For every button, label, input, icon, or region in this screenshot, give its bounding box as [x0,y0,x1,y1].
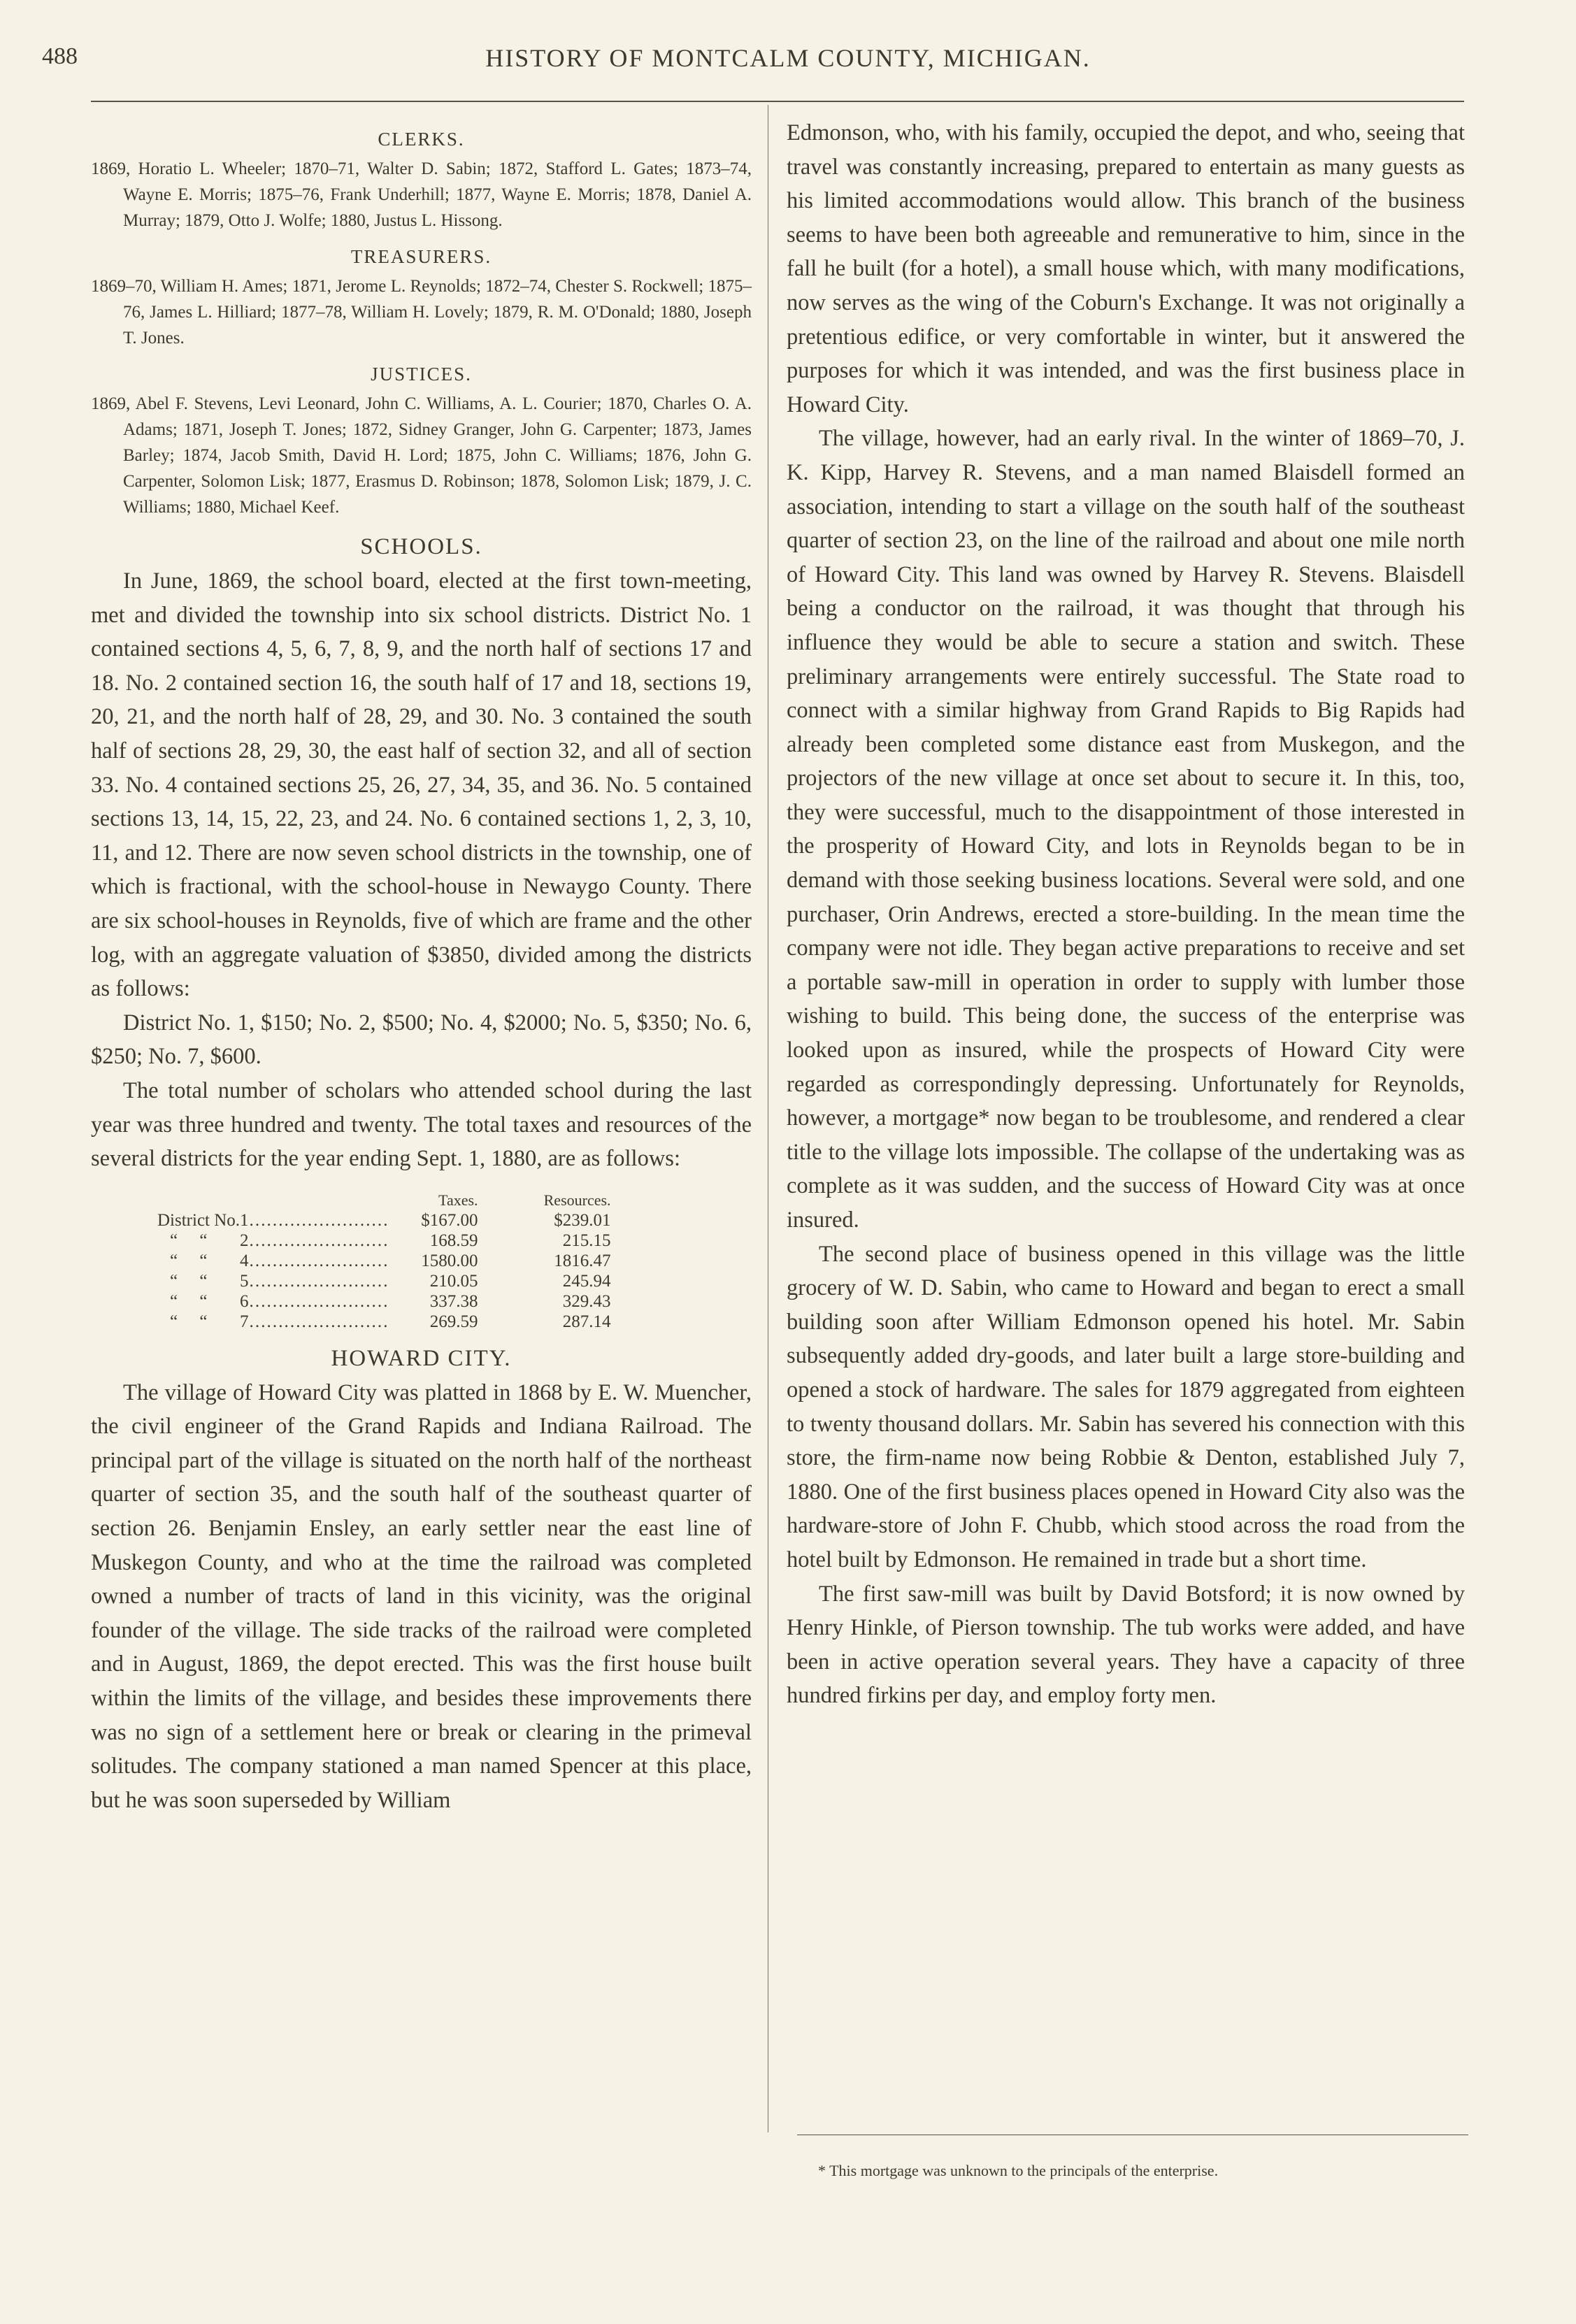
table-row [157,1231,611,1251]
running-title: HISTORY OF MONTCALM COUNTY, MICHIGAN. [485,44,1091,72]
district-number: 6 [240,1291,249,1311]
district-label: “ “ [170,1312,208,1331]
district-number: 1 [240,1210,249,1230]
column-header-resources: Resources. [543,1191,611,1209]
taxes-value: $167.00 [421,1210,478,1230]
schools-paragraph-3: The total number of scholars who attended school during the last year was three hundred and twenty. The total taxes and resources of the several districts for the year ending Sept. 1, 1880, are as follows: [91,1077,752,1172]
treasurers-list: 1869–70, William H. Ames; 1871, Jerome L. Reynolds; 1872–74, Chester S. Rockwell; 1875–76, James L. Hilliard; 1877–78, William H. Lovely; 1879, R. M. O'Donald; 1880, Joseph T. Jones. [91,277,752,347]
leader-dots: …………………… [248,1210,389,1230]
resources-value: 1816.47 [554,1251,611,1270]
district-number: 4 [240,1251,249,1270]
resources-value: 245.94 [562,1271,611,1291]
district-number: 2 [240,1231,249,1250]
taxes-value: 210.05 [429,1271,478,1291]
justices-list: 1869, Abel F. Stevens, Levi Leonard, John C. Williams, A. L. Courier; 1870, Charles O. A. Adams; 1871, Joseph T. Jones; 1872, Sidney Granger, John G. Carpenter; 1873, James Barley; 1874, Jacob Smith, David H. Lord; 1875, John C. Williams; 1876, John G. Carpenter, Solomon Lisk; 1877, Erasmus D. Robinson; 1878, Solomon Lisk; 1879, J. C. Williams; 1880, Michael Keef. [91,394,752,517]
table-row [157,1251,611,1271]
schools-paragraph-2: District No. 1, $150; No. 2, $500; No. 4, $2000; No. 5, $350; No. 6, $250; No. 7, $600. [91,1010,752,1070]
schools-paragraph-1: In June, 1869, the school board, elected at the first town-meeting, met and divided the township into six school districts. District No. 1 contained sections 4, 5, 6, 7, 8, 9, and the north half of sections 17 and 18. No. 2 contained section 16, the south half of 17 and 18, sections 19, 20, 21, and the north half of 28, 29, and 30. No. 3 contained the south half of sections 28, 29, 30, the east half of section 32, and all of section 33. No. 4 contained sections 25, 26, 27, 34, 35, and 36. No. 5 contained sections 13, 14, 15, 22, 23, and 24. No. 6 contained sections 1, 2, 3, 10, 11, and 12. There are now seven school districts in the township, one of which is fractional, with the school-house in Newaygo County. There are six school-houses in Reynolds, five of which are frame and the other log, with an aggregate valuation of $3850, divided among the districts as follows: [91,568,752,1002]
right-paragraph-2: The village, however, had an early rival. In the winter of 1869–70, J. K. Kipp, Harvey R. Stevens, and a man named Blaisdell formed an association, intending to start a village on the south half of the southeast quarter of section 23, on the line of the railroad and about one mile north of Howard City. This land was owned by Harvey R. Stevens. Blaisdell being a conductor on the railroad, it was thought that through his influence they would be able to secure a station and switch. These preliminary arrangements were entirely successful. The State road to connect with a similar highway from Grand Rapids to Big Rapids had already been completed some distance east from Muskegon, and the projectors of the new village at once set about to secure it. In this, too, they were successful, much to the disappointment of those interested in the prosperity of Howard City, and lots in Reynolds began to be in demand with those seeking business locations. Several were sold, and one purchaser, Orin Andrews, erected a store-building. In the mean time the company were not idle. They began active preparations to receive and set a portable saw-mill in operation in order to supply with lumber those wishing to build. This being done, the success of the enterprise was looked upon as insured, while the prospects of Howard City were regarded as correspondingly depressing. Unfortunately for Reynolds, however, a mortgage* now began to be troublesome, and rendered a clear title to the village lots impossible. The collapse of the undertaking was as complete as it was sudden, and the success of Howard City was at once insured. [787,426,1465,1233]
left-column [91,119,752,1817]
taxes-value: 269.59 [429,1312,478,1331]
taxes-value: 337.38 [429,1291,478,1311]
leader-dots: …………………… [248,1251,389,1270]
right-paragraph-4: The first saw-mill was built by David Botsford; it is now owned by Henry Hinkle, of Pierson township. The tub works were added, and have been in active operation several years. They have a capacity of three hundred firkins per day, and employ forty men. [787,1581,1465,1709]
howard-city-paragraph-1: The village of Howard City was platted in 1868 by E. W. Muencher, the civil engineer of the Grand Rapids and Indiana Railroad. The principal part of the village is situated on the north half of the northeast quarter of section 35, and the south half of the southeast quarter of section 26. Benjamin Ensley, an early settler near the east line of Muskegon County, and who at the time the railroad was completed owned a number of tracts of land in this vicinity, was the original founder of the village. The side tracks of the railroad were completed and in August, 1869, the depot erected. This was the first house built within the limits of the village, and besides these improvements there was no sign of a settlement here or break or clearing in the primeval solitudes. The company stationed a man named Spencer at this place, but he was soon superseded by William [91,1379,752,1813]
right-paragraph-1: Edmonson, who, with his family, occupied the depot, and who, seeing that travel was constantly increasing, prepared to entertain as many guests as his limited accommodations would allow. This branch of the business seems to have been both agreeable and remunerative to him, since in the fall he built (for a hotel), a small house which, with many modifications, now serves as the wing of the Coburn's Exchange. It was not originally a pretentious edifice, or very comfortable in winter, but it answered the purposes for which it was intended, and was the first business place in Howard City. [787,120,1465,417]
treasurers-heading: TREASURERS. [350,246,492,267]
table-row [157,1271,611,1291]
taxes-value: 1580.00 [421,1251,478,1270]
district-label: “ “ [170,1291,208,1311]
page-number: 488 [42,43,78,69]
district-label: “ “ [170,1251,208,1270]
clerks-heading: CLERKS. [378,129,465,150]
table-row [157,1291,611,1312]
leader-dots: …………………… [248,1291,389,1311]
page-header [42,43,1534,78]
district-taxes-table [157,1190,611,1332]
district-label: “ “ [170,1231,208,1250]
schools-heading: SCHOOLS. [360,534,482,559]
district-number: 5 [240,1271,249,1291]
right-paragraph-3: The second place of business opened in this village was the little grocery of W. D. Sabin, who came to Howard and began to erect a small building soon after William Edmonson opened his hotel. Mr. Sabin subsequently added dry-goods, and later built a large store-building and opened a stock of hardware. The sales for 1879 aggregated from eighteen to twenty thousand dollars. Mr. Sabin has severed his connection with this store, the firm-name now being Robbie & Denton, established July 7, 1880. One of the first business places opened in Howard City also was the hardware-store of John F. Chubb, which stood across the road from the hotel built by Edmonson. He remained in trade but a short time. [787,1241,1465,1572]
district-label: “ “ [170,1271,208,1291]
resources-value: 215.15 [562,1231,611,1250]
leader-dots: …………………… [248,1312,389,1331]
taxes-value: 168.59 [429,1231,478,1250]
howard-city-heading: HOWARD CITY. [331,1345,512,1371]
leader-dots: …………………… [248,1271,389,1291]
clerks-list: 1869, Horatio L. Wheeler; 1870–71, Walter D. Sabin; 1872, Stafford L. Gates; 1873–74, Wayne E. Morris; 1875–76, Frank Underhill; 1877, Wayne E. Morris; 1878, Daniel A. Murray; 1879, Otto J. Wolfe; 1880, Justus L. Hissong. [91,159,752,230]
right-column [787,116,1465,1713]
footnote: * This mortgage was unknown to the principals of the enterprise. [818,2162,1219,2179]
justices-heading: JUSTICES. [371,364,472,385]
header-rule [91,101,1464,102]
district-number: 7 [240,1312,249,1331]
district-label: District No. [157,1210,241,1230]
table-row [157,1312,611,1332]
resources-value: $239.01 [554,1210,611,1230]
leader-dots: …………………… [248,1231,389,1250]
column-header-taxes: Taxes. [438,1191,478,1209]
resources-value: 287.14 [562,1312,611,1331]
table-row [157,1210,611,1231]
resources-value: 329.43 [562,1291,611,1311]
